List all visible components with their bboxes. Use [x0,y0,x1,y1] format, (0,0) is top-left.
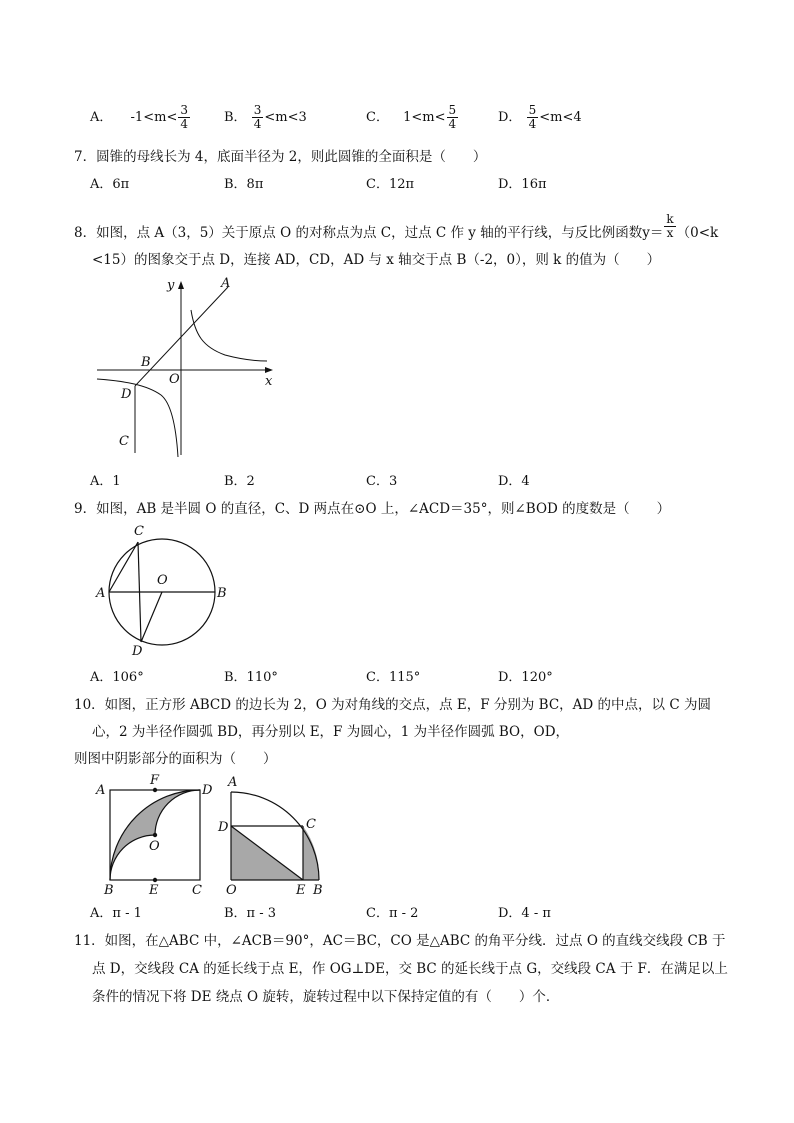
q9-option-d: D．120° [498,670,553,685]
q8-hyperbola-left [97,379,178,457]
q11-stem-line1: 11．如图，在△ABC 中，∠ACB＝90°，AC＝BC，CO 是△ABC 的角平分线．过点 O 的直线交线段 CB 于 [74,933,726,949]
q7-option-d: D．16π [498,177,547,192]
q8-label-c: C [119,434,129,449]
q11-stem-line2: 点 D，交线段 CA 的延长线于点 E，作 OG⊥DE，交 BC 的延长线于点 G，交线段 CA 于 F．在满足以上 [92,961,728,977]
q9-option-a: A．106° [90,670,144,685]
q10-fig2-label-a: A [228,775,238,790]
q9-option-b: B．110° [224,670,278,685]
q8-option-b: B．2 [224,474,255,489]
q8-label-b: B [141,355,151,370]
q10-figure-2 [218,770,328,898]
q10-option-a: A．π - 1 [90,906,142,921]
q10-fig1-point-f [153,788,157,792]
q8-y-arrow [178,281,184,289]
q10-fig1-label-c: C [192,883,202,898]
q10-option-c: C．π - 2 [366,906,419,921]
q9-segment-od [141,592,162,642]
q9-label-d: D [132,644,143,659]
q7-option-b: B．8π [224,177,264,192]
q8-option-c: C．3 [366,474,398,489]
q10-fig1-label-f: F [150,773,160,788]
q6-option-a: A． -1<m< $\frac{3}{4}$ [90,103,188,131]
q8-label-a: A [221,276,231,291]
q8-label-d: D [121,387,132,402]
q8-figure [95,275,285,460]
q10-option-b: B．π - 3 [224,906,277,921]
q9-stem: 9．如图，AB 是半圆 O 的直径，C、D 两点在⊙O 上，∠ACD＝35°，则∠BOD 的度数是（ ） [74,501,671,517]
q10-fig2-label-o: O [226,883,237,898]
q9-label-c: C [134,524,144,539]
q8-x-arrow [265,367,273,373]
q10-fig1-label-o: O [149,839,160,854]
q7-stem: 7．圆锥的母线长为 4，底面半径为 2，则此圆锥的全面积是（ ） [74,149,487,165]
q10-fig2-label-d: D [218,820,229,835]
q8-stem-line1: 8．如图，点 A（3，5）关于原点 O 的对称点为点 C，过点 C 作 y 轴的平行线，与反比例函数y＝ $\frac{k}{x}$ （0<k [74,212,719,241]
q10-fig1-label-d: D [202,783,213,798]
q10-stem-line1: 10．如图，正方形 ABCD 的边长为 2，O 为对角线的交点，点 E，F 分别为 BC，AD 的中点，以 C 为圆 [74,697,711,713]
q9-chord-ac [109,542,138,592]
q10-fig1-label-b: B [104,883,114,898]
q6-option-b: B． $\frac{3}{4}$ <m<3 [224,103,307,131]
q11-stem-line3: 条件的情况下将 DE 绕点 O 旋转，旋转过程中以下保持定值的有（ ）个． [92,989,560,1005]
q8-stem-line2: <15）的图象交于点 D，连接 AD，CD，AD 与 x 轴交于点 B（-2，0），则 k 的值为（ ） [92,252,661,268]
q10-fig1-point-e [153,878,157,882]
q10-fig1-label-e: E [149,883,159,898]
q10-figure-1 [92,770,222,898]
q10-fig1-arc-od [155,790,200,835]
q10-fig1-label-a: A [96,783,106,798]
q9-label-o: O [157,573,168,588]
q9-label-b: B [217,586,227,601]
q10-stem-line2: 心，2 为半径作圆弧 BD，再分别以 E，F 为圆心，1 为半径作圆弧 BO，OD， [92,724,570,740]
q10-fig2-label-c: C [306,817,316,832]
q6-option-c: C． 1<m< $\frac{5}{4}$ [366,103,457,131]
q10-stem-line3: 则图中阴影部分的面积为（ ） [74,751,277,767]
q8-label-x: x [265,374,273,389]
q8-option-a: A．1 [90,474,121,489]
q10-fig2-label-b: B [313,883,323,898]
q8-label-y: y [167,278,175,293]
q8-hyperbola-right [191,310,267,361]
q9-figure [92,518,232,658]
q10-fig2-label-e: E [296,883,306,898]
q6-option-d: D． $\frac{5}{4}$ <m<4 [498,103,582,131]
q8-label-o: O [169,372,180,387]
q10-fig1-point-o [153,833,157,837]
q9-option-c: C．115° [366,670,421,685]
q7-option-a: A．6π [90,177,130,192]
q7-option-c: C．12π [366,177,415,192]
q8-option-d: D．4 [498,474,530,489]
q10-option-d: D．4 - π [498,906,551,921]
q9-label-a: A [96,586,106,601]
